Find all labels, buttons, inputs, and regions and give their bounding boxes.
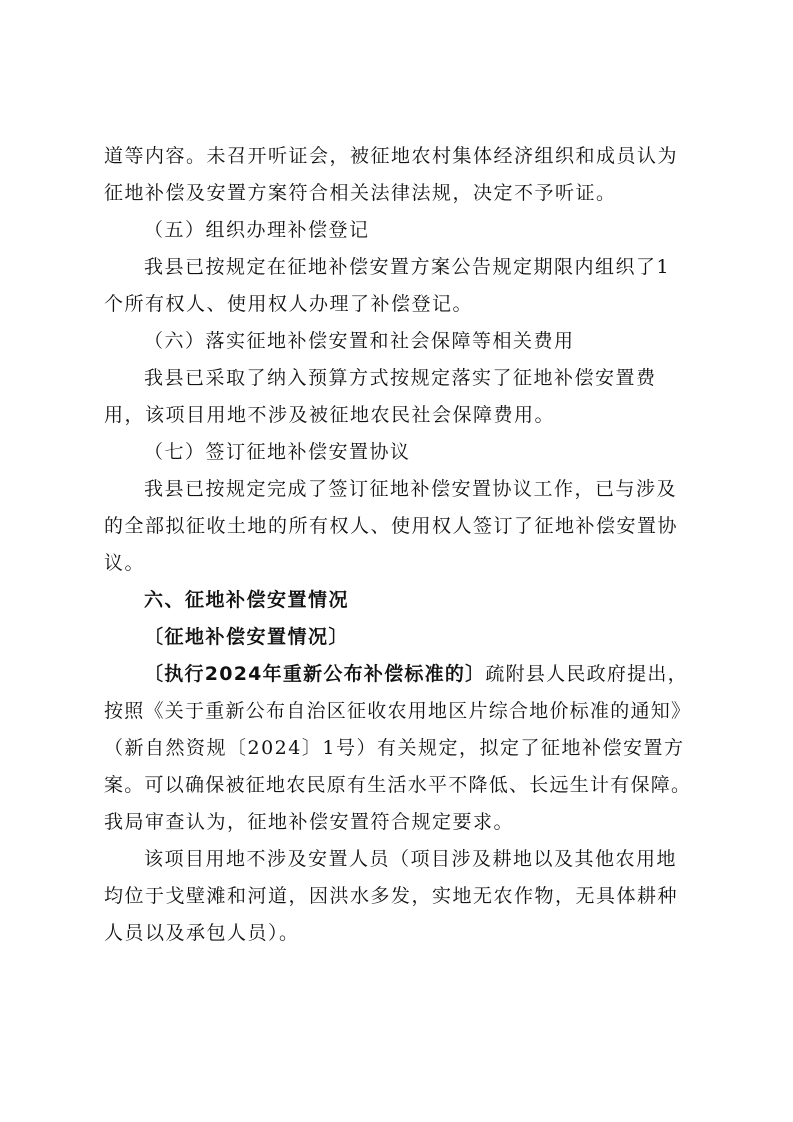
paragraph-line: 该项目用地不涉及安置人员（项目涉及耕地以及其他农用地 (144, 848, 678, 870)
paragraph-line: （新自然资规〔2024〕1号）有关规定，拟定了征地补偿安置方 (104, 737, 685, 759)
inline-text: 疏附县人民政府提出， (485, 663, 688, 685)
paragraph-line: 征地补偿及安置方案符合相关法律法规，决定不予听证。 (104, 182, 617, 204)
paragraph-line: 的全部拟征收土地的所有权人、使用权人签订了征地补偿安置协 (104, 515, 679, 537)
paragraph-line: 案。可以确保被征地农民原有生活水平不降低、长远生计有保障。 (104, 774, 692, 796)
paragraph-line: 均位于戈壁滩和河道，因洪水多发，实地无农作物，无具体耕种 (104, 885, 679, 907)
paragraph-line: 用，该项目用地不涉及被征地农民社会保障费用。 (104, 404, 556, 426)
paragraph-line: 我局审查认为，征地补偿安置符合规定要求。 (104, 811, 515, 833)
paragraph-line: 人员以及承包人员）。 (104, 922, 300, 944)
document-body (104, 138, 694, 952)
paragraph-line: 我县已按规定在征地补偿安置方案公告规定期限内组织了1 (144, 256, 671, 278)
paragraph-line: 按照《关于重新公布自治区征收农用地区片综合地价标准的通知》 (104, 700, 692, 722)
paragraph-line (104, 656, 694, 693)
paragraph-line: 道等内容。未召开听证会，被征地农村集体经济组织和成员认为 (104, 145, 679, 167)
paragraph-line: 我县已采取了纳入预算方式按规定落实了征地补偿安置费 (144, 367, 657, 389)
section-heading-seven: （七）签订征地补偿安置协议 (144, 441, 411, 463)
paragraph-line: 个所有权人、使用权人办理了补偿登记。 (104, 293, 474, 315)
chapter-heading: 六、征地补偿安置情况 (144, 589, 350, 611)
paragraph-line: 议。 (104, 552, 146, 574)
bracket-heading: 〔征地补偿安置情况〕 (144, 626, 350, 648)
section-heading-five: （五）组织办理补偿登记 (144, 219, 370, 241)
paragraph-line: 我县已按规定完成了签订征地补偿安置协议工作，已与涉及 (144, 478, 678, 500)
bold-bracket-label: 〔执行2024年重新公布补偿标准的〕 (144, 663, 486, 685)
section-heading-six: （六）落实征地补偿安置和社会保障等相关费用 (144, 330, 575, 352)
